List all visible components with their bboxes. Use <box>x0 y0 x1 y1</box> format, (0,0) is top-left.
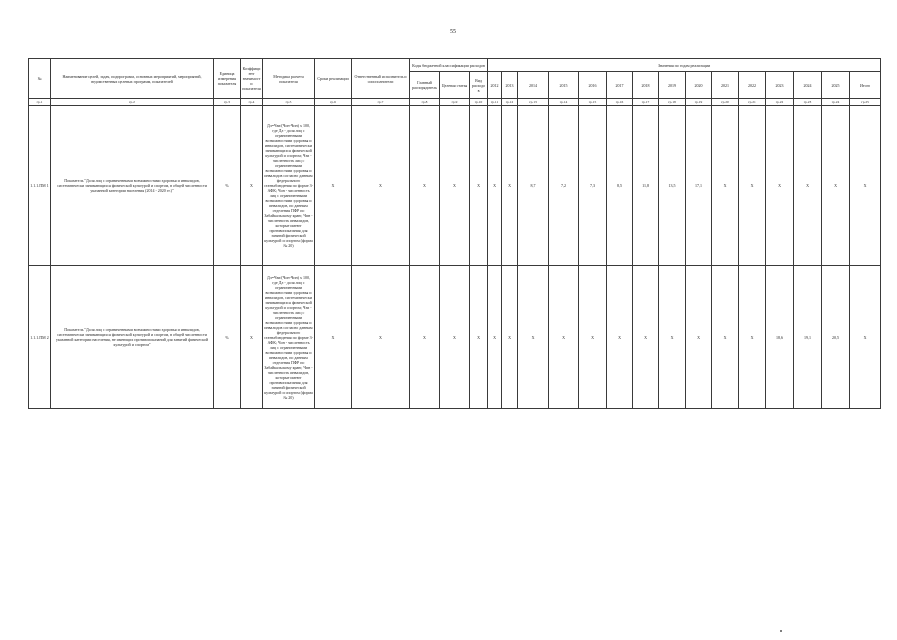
header-period: Сроки реализации <box>315 59 352 99</box>
row1-indicator-name: Показатель "Доля лиц с ограниченными возможностями здоровья и инвалидов, систематически занимающихся физической культурой и спортом, в общей численности указанной категории населения (2014 - 2020 гг.)" <box>51 106 214 266</box>
column-number: гр.7 <box>352 99 410 106</box>
row1-value-2022: Х <box>739 106 766 266</box>
row2-value-2024: 19,1 <box>794 266 822 409</box>
row1-value-2024: Х <box>794 106 822 266</box>
table-row <box>29 106 881 266</box>
row2-value-2020: Х <box>686 266 712 409</box>
header-coefficient: Коэффициент значимости показателя <box>241 59 263 99</box>
column-number: гр.12 <box>502 99 518 106</box>
row2-value-2013: Х <box>502 266 518 409</box>
header-total: Итого <box>850 72 881 99</box>
row1-code-main-manager: Х <box>410 106 440 266</box>
column-number: гр.10 <box>470 99 488 106</box>
column-number: гр.21 <box>739 99 766 106</box>
header-code-expense-type: Вид расходов <box>470 72 488 99</box>
column-number: гр.23 <box>794 99 822 106</box>
row1-value-2017: 8,5 <box>607 106 633 266</box>
column-number: гр.18 <box>659 99 686 106</box>
row2-responsible: Х <box>352 266 410 409</box>
column-number: гр.24 <box>822 99 850 106</box>
row2-code-expense-type: Х <box>470 266 488 409</box>
column-number: гр.9 <box>440 99 470 106</box>
row2-value-2016: Х <box>579 266 607 409</box>
header-unit: Единица измерения показателя <box>214 59 241 99</box>
row1-value-2016: 7,3 <box>579 106 607 266</box>
row1-unit: % <box>214 106 241 266</box>
column-number: гр.17 <box>633 99 659 106</box>
column-number: гр.8 <box>410 99 440 106</box>
row1-period: Х <box>315 106 352 266</box>
row1-responsible: Х <box>352 106 410 266</box>
row1-value-2015: 7,2 <box>549 106 579 266</box>
column-number: гр.25 <box>850 99 881 106</box>
header-year-2014: 2014 <box>518 72 549 99</box>
row2-indicator-name: Показатель "Доля лиц с ограниченными возможностями здоровья и инвалидов, систематически занимающихся физической культурой и спортом, в общей численности указанной категории населения, не имеющих противопоказаний для занятий физической культурой и спортом" <box>51 266 214 409</box>
column-number: гр.13 <box>518 99 549 106</box>
header-year-2018: 2018 <box>633 72 659 99</box>
row1-value-2020: 17,1 <box>686 106 712 266</box>
row1-method: Дл=Чзи/(Чон-Чпн) х 100, где Дл - доля лиц с ограниченными возможностями здоровья и инвалидов, систематически занимающихся физической культурой и спортом; Чзи - численность лиц с ограниченными возможностями здоровья и инвалидов согласно данным федерального статнаблюдения по форме 3-АФК; Чон - численность лиц с ограниченными возможностями здоровья и инвалидов, по данным отделения ПФР по Забайкальскому краю; Чпн - численность инвалидов, которые имеют противопоказания для занятий физической культурой и спортом (форма № 20) <box>263 106 315 266</box>
column-number: гр.15 <box>579 99 607 106</box>
row2-period: Х <box>315 266 352 409</box>
header-code-main-manager: Главный распорядитель <box>410 72 440 99</box>
header-year-2021: 2021 <box>712 72 739 99</box>
column-number: гр.3 <box>214 99 241 106</box>
table-row <box>29 266 881 409</box>
header-year-2025: 2025 <box>822 72 850 99</box>
row2-value-2017: Х <box>607 266 633 409</box>
header-number: № <box>29 59 51 99</box>
header-year-2012: 2012 <box>488 72 502 99</box>
header-responsible: Ответственный исполнитель и соисполнители <box>352 59 410 99</box>
row2-value-2018: Х <box>633 266 659 409</box>
column-number: гр.2 <box>51 99 214 106</box>
row2-coefficient: Х <box>241 266 263 409</box>
row2-value-2021: Х <box>712 266 739 409</box>
header-year-2016: 2016 <box>579 72 607 99</box>
row1-code-target-article: Х <box>440 106 470 266</box>
row2-value-2023: 18,6 <box>766 266 794 409</box>
header-year-2017: 2017 <box>607 72 633 99</box>
column-number: гр.20 <box>712 99 739 106</box>
column-number: гр.6 <box>315 99 352 106</box>
header-budget-codes: Коды бюджетной классификации расходов <box>410 59 488 72</box>
column-number: гр.1 <box>29 99 51 106</box>
header-year-values: Значения по годам реализации <box>488 59 881 72</box>
header-year-2015: 2015 <box>549 72 579 99</box>
page-number: 55 <box>450 29 456 35</box>
header-year-2022: 2022 <box>739 72 766 99</box>
row2-number: 1.1.1.ПМ 2 <box>29 266 51 409</box>
row1-value-2012: Х <box>488 106 502 266</box>
header-name: Наименование целей, задач, подпрограмм, основных мероприятий, мероприятий, ведомственных целевых программ, показателей <box>51 59 214 99</box>
row2-value-2015: Х <box>549 266 579 409</box>
header-year-2013: 2013 <box>502 72 518 99</box>
row2-unit: % <box>214 266 241 409</box>
row1-value-2025: Х <box>822 106 850 266</box>
row1-coefficient: Х <box>241 106 263 266</box>
indicators-table <box>28 58 881 409</box>
header-code-target-article: Целевая статья <box>440 72 470 99</box>
column-number: гр.14 <box>549 99 579 106</box>
row1-value-2014: 8,7 <box>518 106 549 266</box>
row2-value-2025: 20,5 <box>822 266 850 409</box>
column-numbers-row <box>29 99 881 106</box>
row1-code-expense-type: Х <box>470 106 488 266</box>
column-number: гр.16 <box>607 99 633 106</box>
row1-value-2023: Х <box>766 106 794 266</box>
header-year-2024: 2024 <box>794 72 822 99</box>
scan-speck <box>780 630 782 632</box>
row2-value-2014: Х <box>518 266 549 409</box>
row1-number: 1.1.1.ПМ 1 <box>29 106 51 266</box>
row1-value-2021: Х <box>712 106 739 266</box>
row2-value-2012: Х <box>488 266 502 409</box>
header-year-2019: 2019 <box>659 72 686 99</box>
row2-value-2019: Х <box>659 266 686 409</box>
row2-code-target-article: Х <box>440 266 470 409</box>
header-method: Методика расчета показателя <box>263 59 315 99</box>
row1-value-2019: 13,5 <box>659 106 686 266</box>
row1-value-2018: 11,8 <box>633 106 659 266</box>
column-number: гр.4 <box>241 99 263 106</box>
row2-value-2022: Х <box>739 266 766 409</box>
row1-value-2013: Х <box>502 106 518 266</box>
column-number: гр.5 <box>263 99 315 106</box>
row2-code-main-manager: Х <box>410 266 440 409</box>
column-number: гр.22 <box>766 99 794 106</box>
column-number: гр.11 <box>488 99 502 106</box>
header-year-2020: 2020 <box>686 72 712 99</box>
header-year-2023: 2023 <box>766 72 794 99</box>
row2-value-total: Х <box>850 266 881 409</box>
row1-value-total: Х <box>850 106 881 266</box>
row2-method: Дл=Чзи/(Чон-Чпн) х 100, где Дл - доля лиц с ограниченными возможностями здоровья и инвалидов, систематически занимающихся физической культурой и спортом; Чзи - численность лиц с ограниченными возможностями здоровья и инвалидов согласно данным федерального статнаблюдения по форме 3-АФК; Чон - численность лиц с ограниченными возможностями здоровья и инвалидов, по данным отделения ПФР по Забайкальскому краю; Чпн - численность инвалидов, которые имеют противопоказания для занятий физической культурой и спортом (форма № 20) <box>263 266 315 409</box>
column-number: гр.19 <box>686 99 712 106</box>
